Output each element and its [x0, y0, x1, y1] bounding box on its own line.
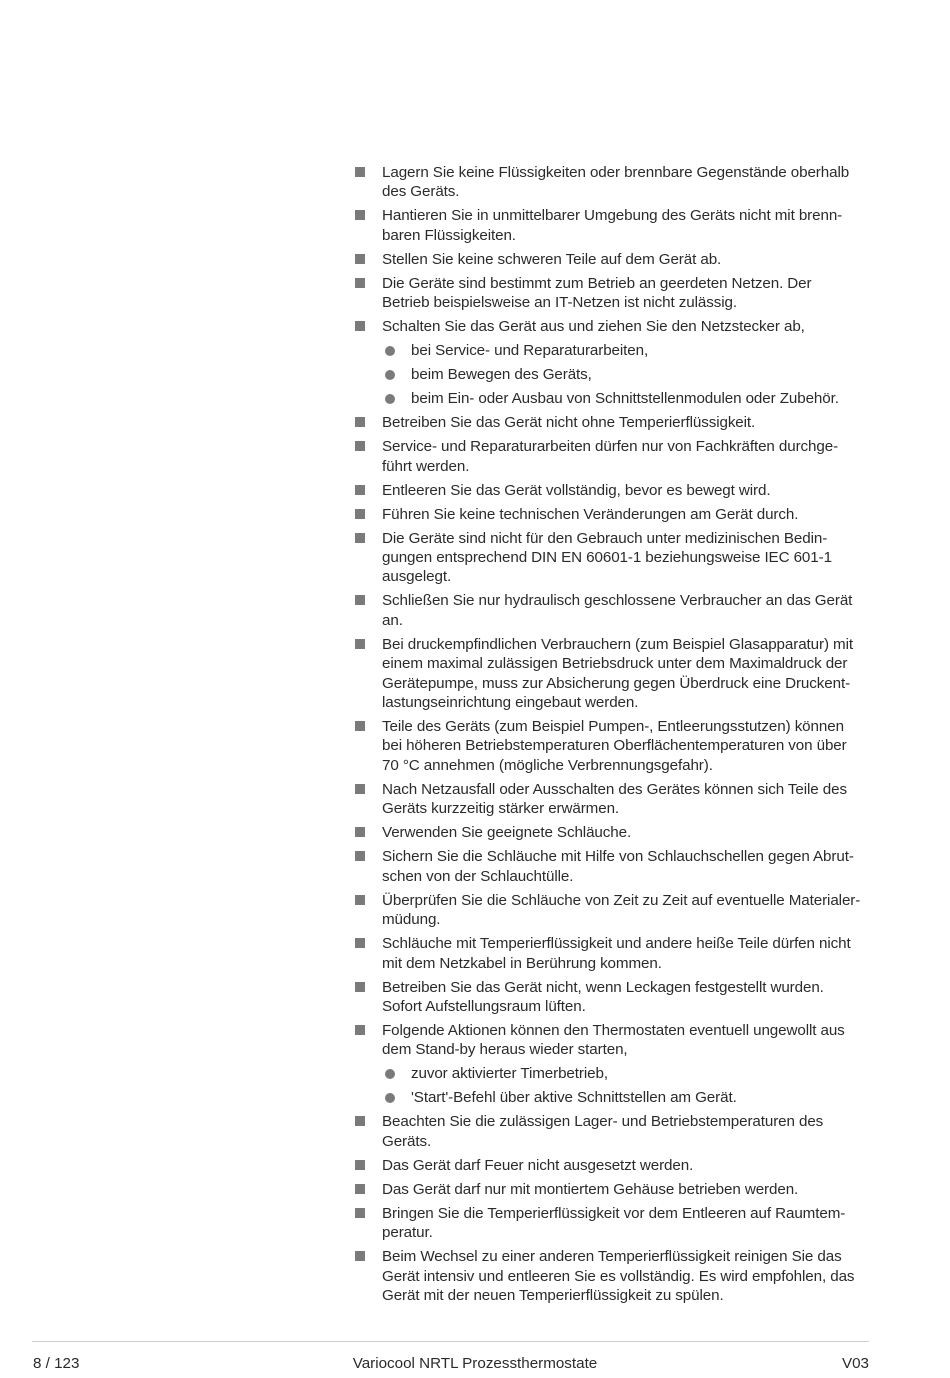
list-item-text: Überprüfen Sie die Schläuche von Zeit zu Zeit auf eventuelle Materialer- müdung.: [382, 891, 861, 929]
square-bullet-icon: [355, 784, 365, 794]
list-item: [352, 823, 872, 842]
list-item: [352, 978, 872, 1017]
list-item: [352, 934, 872, 973]
list-item-text: Schalten Sie das Gerät aus und ziehen Sie den Netzstecker ab,: [382, 318, 805, 336]
square-bullet-icon: [355, 533, 365, 543]
list-item-text: Hantieren Sie in unmittelbarer Umgebung des Geräts nicht mit brenn- baren Flüssigkeiten.: [382, 207, 843, 244]
square-bullet-icon: [355, 210, 365, 220]
square-bullet-icon: [355, 278, 365, 288]
square-bullet-icon: [355, 721, 365, 731]
square-bullet-icon: [355, 321, 365, 331]
list-item-text: zuvor aktivierter Timerbetrieb,: [411, 1065, 608, 1083]
square-bullet-icon: [355, 1025, 365, 1035]
list-item: [352, 717, 872, 775]
list-item-text: beim Ein- oder Ausbau von Schnittstellenmodulen oder Zubehör.: [411, 390, 839, 408]
square-bullet-icon: [355, 639, 365, 649]
list-item: [352, 250, 872, 269]
list-item: [352, 891, 872, 930]
sub-list-item: [352, 1088, 872, 1107]
list-item-text: Die Geräte sind nicht für den Gebrauch unter medizinischen Bedin- gungen entsprechend DIN EN 60601-1 beziehungsweise IEC 601-1 ausgelegt.: [382, 529, 832, 586]
list-item-text: Das Gerät darf nur mit montiertem Gehäuse betrieben werden.: [382, 1180, 799, 1198]
list-item: [352, 437, 872, 476]
square-bullet-icon: [355, 417, 365, 427]
list-item: [352, 591, 872, 630]
list-item-text: Stellen Sie keine schweren Teile auf dem Gerät ab.: [382, 250, 722, 268]
list-item: [352, 780, 872, 819]
square-bullet-icon: [355, 509, 365, 519]
list-item-text: Beim Wechsel zu einer anderen Temperierflüssigkeit reinigen Sie das Gerät intensiv und entleeren Sie es vollständig. Es wird empfohlen, das Gerät mit der neuen Temperierflüssigkeit zu spülen.: [382, 1248, 855, 1304]
list-item: [352, 163, 872, 202]
sub-list-item: [352, 365, 872, 384]
list-item-text: 'Start'-Befehl über aktive Schnittstellen am Gerät.: [411, 1089, 737, 1107]
list-item-text: beim Bewegen des Geräts,: [411, 366, 592, 384]
list-item-text: Teile des Geräts (zum Beispiel Pumpen-, Entleerungsstutzen) können bei höheren Betriebstemperaturen Oberflächentemperaturen von über 70 °C annehmen (mögliche Verbrennungsgefahr).: [382, 718, 847, 774]
list-item: [352, 206, 872, 245]
square-bullet-icon: [355, 982, 365, 992]
list-item-text: Sichern Sie die Schläuche mit Hilfe von Schlauchschellen gegen Abrut- schen von der Schlauchtülle.: [382, 848, 854, 885]
round-bullet-icon: [385, 346, 395, 356]
square-bullet-icon: [355, 938, 365, 948]
list-item-text: Das Gerät darf Feuer nicht ausgesetzt werden.: [382, 1156, 694, 1174]
round-bullet-icon: [385, 370, 395, 380]
list-item: [352, 529, 872, 587]
square-bullet-icon: [355, 1184, 365, 1194]
safety-instructions-list: [352, 163, 872, 1310]
footer-divider: [32, 1341, 869, 1342]
square-bullet-icon: [355, 1160, 365, 1170]
list-item: [352, 481, 872, 500]
list-item-text: Betreiben Sie das Gerät nicht ohne Temperierflüssigkeit.: [382, 414, 756, 432]
list-item: [352, 635, 872, 713]
list-item-text: Folgende Aktionen können den Thermostaten eventuell ungewollt aus dem Stand-by heraus wieder starten,: [382, 1021, 845, 1059]
square-bullet-icon: [355, 827, 365, 837]
square-bullet-icon: [355, 441, 365, 451]
footer-page-number: 8 / 123: [33, 1355, 80, 1372]
square-bullet-icon: [355, 254, 365, 264]
list-item-text: Betreiben Sie das Gerät nicht, wenn Leckagen festgestellt wurden. Sofort Aufstellungsraum lüften.: [382, 978, 824, 1015]
list-item: [352, 1112, 872, 1151]
list-item-text: bei Service- und Reparaturarbeiten,: [411, 342, 649, 360]
list-item-text: Führen Sie keine technischen Veränderungen am Gerät durch.: [382, 505, 799, 523]
square-bullet-icon: [355, 1116, 365, 1126]
round-bullet-icon: [385, 394, 395, 404]
square-bullet-icon: [355, 167, 365, 177]
list-item: [352, 1180, 872, 1199]
square-bullet-icon: [355, 485, 365, 495]
sub-list-item: [352, 1064, 872, 1083]
list-item-text: Schließen Sie nur hydraulisch geschlossene Verbraucher an das Gerät an.: [382, 592, 853, 629]
list-item: [352, 413, 872, 432]
square-bullet-icon: [355, 1251, 365, 1261]
sub-list-item: [352, 389, 872, 408]
square-bullet-icon: [355, 1208, 365, 1218]
round-bullet-icon: [385, 1093, 395, 1103]
square-bullet-icon: [355, 851, 365, 861]
square-bullet-icon: [355, 595, 365, 605]
list-item: [352, 317, 872, 336]
list-item: [352, 1156, 872, 1175]
list-item-text: Entleeren Sie das Gerät vollständig, bevor es bewegt wird.: [382, 481, 771, 499]
list-item-text: Bei druckempfindlichen Verbrauchern (zum Beispiel Glasapparatur) mit einem maximal zulässigen Betriebsdruck unter dem Maximaldruck der Gerätepumpe, muss zur Absicherung gegen Überdruck eine Druckent- lastungseinrichtung eingebaut werden.: [382, 635, 853, 712]
list-item: [352, 847, 872, 886]
list-item-text: Lagern Sie keine Flüssigkeiten oder brennbare Gegenstände oberhalb des Geräts.: [382, 164, 850, 201]
round-bullet-icon: [385, 1069, 395, 1079]
list-item-text: Bringen Sie die Temperierflüssigkeit vor dem Entleeren auf Raumtem- peratur.: [382, 1204, 846, 1242]
list-item-text: Schläuche mit Temperierflüssigkeit und andere heiße Teile dürfen nicht mit dem Netzkabel in Berührung kommen.: [382, 935, 851, 972]
list-item-text: Nach Netzausfall oder Ausschalten des Gerätes können sich Teile des Geräts kurzzeitig stärker erwärmen.: [382, 780, 847, 818]
list-item: [352, 505, 872, 524]
list-item: [352, 1021, 872, 1060]
list-item-text: Die Geräte sind bestimmt zum Betrieb an geerdeten Netzen. Der Betrieb beispielsweise an IT-Netzen ist nicht zulässig.: [382, 274, 812, 312]
list-item-text: Service- und Reparaturarbeiten dürfen nur von Fachkräften durchge- führt werden.: [382, 438, 839, 475]
list-item: [352, 1204, 872, 1243]
list-item-text: Beachten Sie die zulässigen Lager- und Betriebstemperaturen des Geräts.: [382, 1113, 824, 1150]
footer-document-title: Variocool NRTL Prozessthermostate: [352, 1355, 598, 1372]
list-item: [352, 274, 872, 313]
square-bullet-icon: [355, 895, 365, 905]
list-item-text: Verwenden Sie geeignete Schläuche.: [382, 824, 632, 842]
list-item: [352, 1247, 872, 1305]
sub-list-item: [352, 341, 872, 360]
footer-version: V03: [841, 1355, 869, 1372]
